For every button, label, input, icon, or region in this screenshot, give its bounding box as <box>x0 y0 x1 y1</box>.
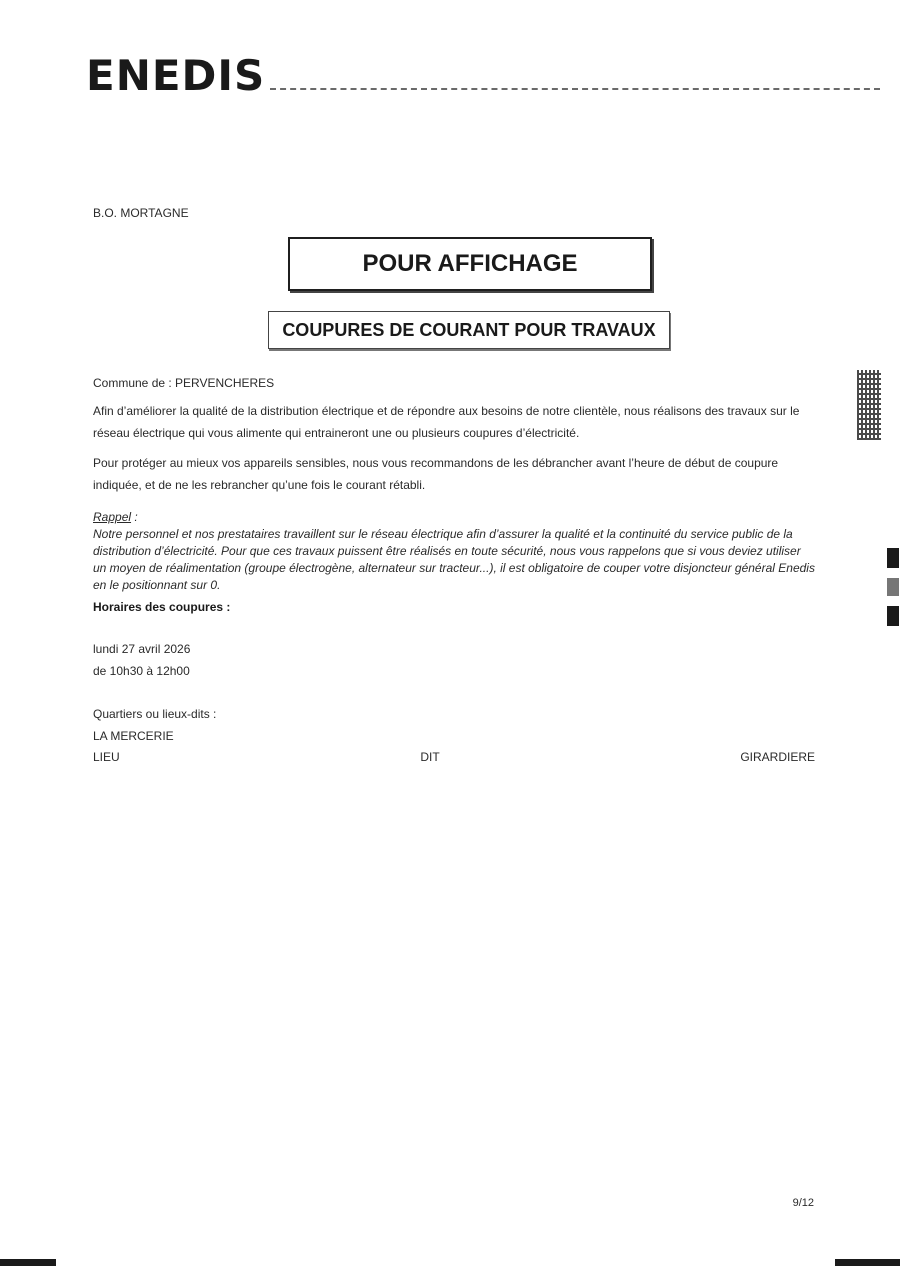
areas-title: Quartiers ou lieux-dits : <box>93 707 217 721</box>
organization-label: B.O. MORTAGNE <box>93 206 189 220</box>
datamatrix-code <box>857 370 881 440</box>
reminder-heading <box>93 510 138 524</box>
area-row-cell: GIRARDIERE <box>740 750 815 764</box>
reminder-block <box>93 509 815 594</box>
schedule-title: Horaires des coupures : <box>93 600 231 614</box>
outage-time-range: de 10h30 à 12h00 <box>93 664 190 678</box>
area-row <box>93 750 815 764</box>
area-name: LA MERCERIE <box>93 729 174 743</box>
outage-date: lundi 27 avril 2026 <box>93 642 191 656</box>
commune-line: Commune de : PERVENCHERES <box>93 376 275 390</box>
area-row-cell: DIT <box>420 750 440 764</box>
area-row-cell: LIEU <box>93 750 120 764</box>
scan-mark <box>887 606 899 626</box>
intro-paragraph: Afin d’améliorer la qualité de la distribution électrique et de répondre aux besoins de notre clientèle, nous réalisons des travaux sur le réseau électrique qui vous alimente qui entraineront une ou plusieurs coupures d’électricité. <box>93 404 800 440</box>
scan-corner-bar <box>0 1259 56 1266</box>
header-rule <box>270 88 880 90</box>
reminder-text: Notre personnel et nos prestataires travaillent sur le réseau électrique afin d’assurer la qualité et la continuité du service public de la distribution d’électricité. Pour que ces travaux puissent être réalisés en toute sécurité, nous vous rappelons que si vous deviez utiliser un moyen de réalimentation (groupe électrogène, alternateur sur tracteur...), il est obligatoire de couper votre disjoncteur général Enedis en le positionnant sur 0. <box>93 527 815 592</box>
scan-corner-bar <box>835 1259 900 1266</box>
reminder-title: Rappel <box>93 510 132 524</box>
notice-title-box: POUR AFFICHAGE <box>288 237 652 291</box>
scan-mark <box>887 578 899 596</box>
page-number: 9/12 <box>792 1197 814 1209</box>
enedis-logo: ENEDIS <box>86 51 266 100</box>
scan-mark <box>887 548 899 568</box>
notice-subtitle-box: COUPURES DE COURANT POUR TRAVAUX <box>268 311 670 349</box>
reminder-title-suffix: : <box>131 510 138 524</box>
recommendation-paragraph: Pour protéger au mieux vos appareils sensibles, nous vous recommandons de les débrancher avant l’heure de début de coupure indiquée, et de ne les rebrancher qu’une fois le courant rétabli. <box>93 456 779 492</box>
